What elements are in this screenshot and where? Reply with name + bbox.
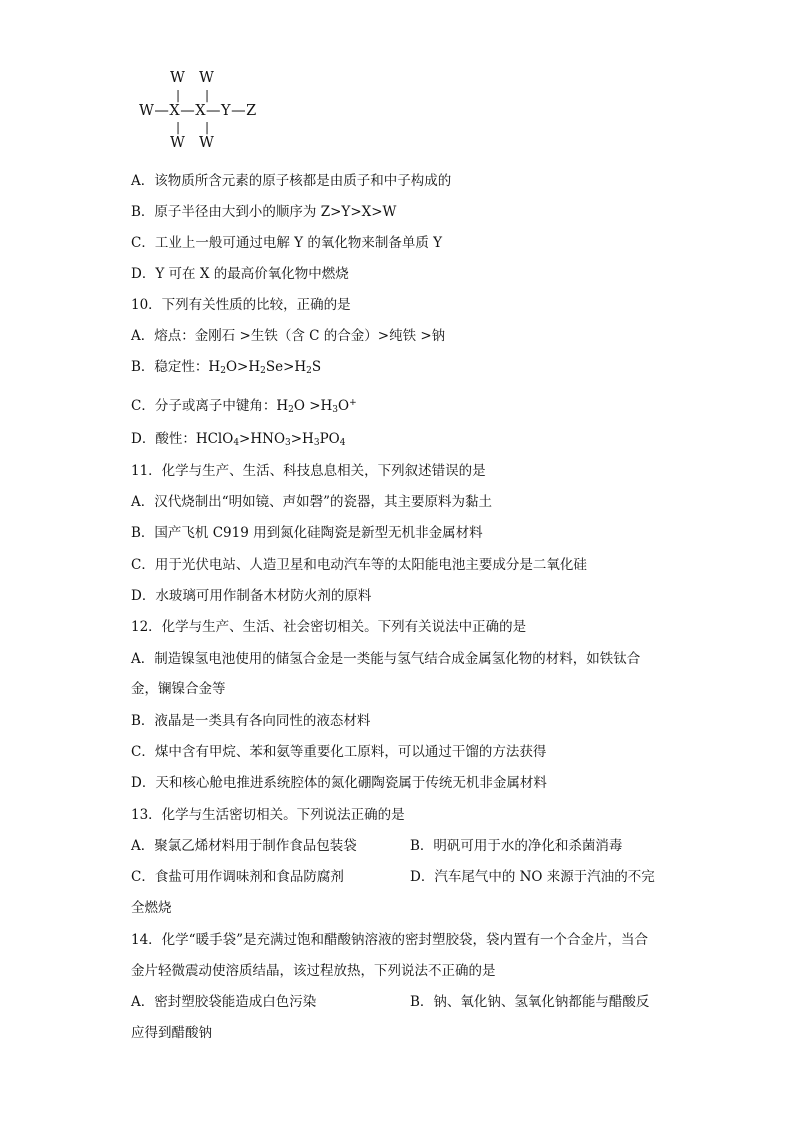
q14-option-b-line1: B．钠、氧化钠、氢氧化钠都能与醋酸反: [410, 994, 650, 1010]
q11-option-c: C．用于光伏电站、人造卫星和电动汽车等的太阳能电池主要成分是二氧化硅: [131, 557, 587, 573]
q13-option-d-line1: D．汽车尾气中的 NO 来源于汽油的不完: [410, 869, 655, 885]
q13-option-b: B．明矾可用于水的净化和杀菌消毒: [410, 838, 623, 854]
q9-option-d: D．Y 可在 X 的最高价氧化物中燃烧: [131, 266, 349, 282]
formula-bottom-w2: W: [199, 135, 214, 151]
q12-option-a-line2: 金，镧镍合金等: [131, 681, 226, 697]
formula-bottom-w1: W: [170, 135, 185, 151]
q12-option-b: B．液晶是一类具有各向同性的液态材料: [131, 713, 371, 729]
q11-option-d: D．水玻璃可用作制备木材防火剂的原料: [131, 588, 372, 604]
q11-stem: 11．化学与生产、生活、科技息息相关，下列叙述错误的是: [131, 463, 486, 479]
q14-stem-line2: 金片轻微震动使溶质结晶，该过程放热，下列说法不正确的是: [131, 963, 496, 979]
formula-bond-bottom-1: |: [176, 120, 181, 134]
formula-bond-top-1: |: [176, 88, 181, 102]
formula-bond-bottom-2: |: [205, 120, 210, 134]
q9-option-b: B．原子半径由大到小的顺序为 Z>Y>X>W: [131, 204, 397, 220]
q9-option-a: A．该物质所含元素的原子核都是由质子和中子构成的: [131, 173, 452, 189]
q12-option-a-line1: A．制造镍氢电池使用的储氢合金是一类能与氢气结合成金属氢化物的材料，如铁钛合: [131, 651, 641, 667]
q13-option-c: C．食盐可用作调味剂和食品防腐剂: [131, 869, 344, 885]
q13-option-a: A．聚氯乙烯材料用于制作食品包装袋: [131, 838, 357, 854]
q10-option-a: A．熔点：金刚石 >生铁（含 C 的合金）>纯铁 >钠: [131, 328, 446, 344]
q10-option-d: D．酸性：$HClO_4>HNO_3>H_3PO_4$: [131, 431, 346, 448]
q12-option-d: D．天和核心舱电推进系统腔体的氮化硼陶瓷属于传统无机非金属材料: [131, 775, 547, 791]
q14-option-a: A．密封塑胶袋能造成白色污染: [131, 994, 317, 1010]
q9-option-c: C．工业上一般可通过电解 Y 的氧化物来制备单质 Y: [131, 235, 443, 251]
q14-stem-line1: 14．化学“暖手袋”是充满过饱和醋酸钠溶液的密封塑胶袋，袋内置有一个合金片，当合: [131, 932, 648, 948]
q11-option-a: A．汉代烧制出“明如镜、声如磬”的瓷器，其主要原料为黏土: [131, 494, 493, 510]
q13-option-d-line2: 全燃烧: [131, 900, 172, 916]
q13-stem: 13．化学与生活密切相关。下列说法正确的是: [131, 807, 405, 823]
q10-option-c: C．分子或离子中键角：$H_2O >H_3O^+$: [131, 398, 357, 415]
formula-top-w1: W: [170, 70, 185, 86]
formula-main-chain: W—X—X—Y—Z: [139, 103, 257, 119]
formula-top-w2: W: [199, 70, 214, 86]
formula-bond-top-2: |: [205, 88, 210, 102]
q12-option-c: C．煤中含有甲烷、苯和氨等重要化工原料，可以通过干馏的方法获得: [131, 744, 547, 760]
q12-stem: 12．化学与生产、生活、社会密切相关。下列有关说法中正确的是: [131, 619, 527, 635]
q10-stem: 10．下列有关性质的比较，正确的是: [131, 297, 351, 313]
q14-option-b-line2: 应得到醋酸钠: [131, 1025, 212, 1041]
q10-option-b: B．稳定性：$H_2O>H_2Se>H_2S$: [131, 359, 322, 376]
q11-option-b: B．国产飞机 C919 用到氮化硅陶瓷是新型无机非金属材料: [131, 525, 483, 541]
